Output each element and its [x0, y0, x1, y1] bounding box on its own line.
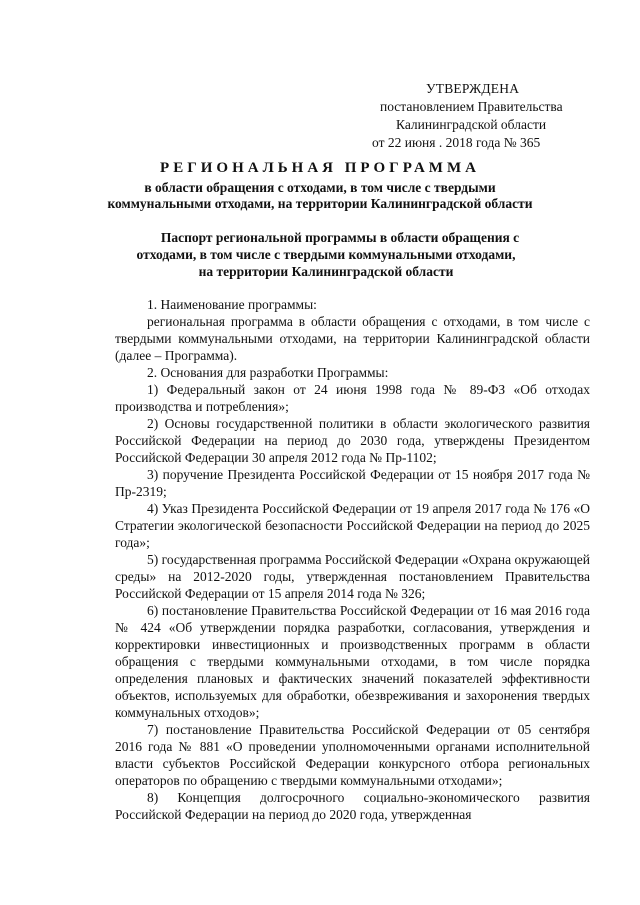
list-item: 7) постановление Правительства Российской Федерации от 05 сентября 2016 года № 881 «О проведении уполномоченными органами исполнительной власти субъектов Российской Федерации конкурсного отбора региональных операторов по обращению с твердыми коммунальными отходами»;: [115, 722, 590, 788]
list-item: 5) государственная программа Российской Федерации «Охрана окружающей среды» на 2012-2020 годы, утвержденная постановлением Правительства Российской Федерации от 15 апреля 2014 года № 326;: [115, 552, 590, 601]
program-heading: РЕГИОНАЛЬНАЯ ПРОГРАММА: [160, 160, 480, 176]
approval-line-date: от 22 июня . 2018 года № 365: [372, 135, 541, 150]
paragraph: региональная программа в области обращения с отходами, в том числе с твердыми коммунальными отходами, на территории Калининградской области (далее – Программа).: [115, 314, 590, 363]
list-item: 6) постановление Правительства Российской Федерации от 16 мая 2016 года № 424 «Об утверждении порядка разработки, согласования, утверждения и корректировки инвестиционных и производственных программ в области обращения с твердыми коммунальными отходами, в том числе порядка определения плановых и фактических значений показателей эффективности объектов, используемых для обработки, обезвреживания и захоронения твердых коммунальных отходов»;: [115, 603, 590, 720]
list-item: 1) Федеральный закон от 24 июня 1998 года № 89-ФЗ «Об отходах производства и потребления»;: [115, 382, 590, 414]
list-item: 8) Концепция долгосрочного социально-экономического развития Российской Федерации на период до 2020 года, утвержденная: [115, 790, 590, 822]
section-heading: 2. Основания для разработки Программы:: [147, 365, 389, 380]
program-subtitle-2: коммунальными отходами, на территории Калининградской области: [107, 196, 533, 211]
approval-line-region: Калининградской области: [396, 117, 547, 132]
section-heading: 1. Наименование программы:: [147, 297, 317, 312]
document-body: [115, 296, 590, 823]
passport-title-3: на территории Калининградской области: [198, 264, 454, 279]
list-item: 4) Указ Президента Российской Федерации от 19 апреля 2017 года № 176 «О Стратегии экологической безопасности Российской Федерации на период до 2025 года»;: [115, 501, 590, 550]
approval-title: УТВЕРЖДЕНА: [426, 81, 520, 96]
list-item: 3) поручение Президента Российской Федерации от 15 ноября 2017 года № Пр-2319;: [115, 467, 590, 499]
approval-line-decree: постановлением Правительства: [380, 99, 563, 114]
approval-stamp: [372, 80, 592, 152]
passport-title-1: Паспорт региональной программы в области обращения с: [160, 230, 520, 245]
passport-title-2: отходами, в том числе с твердыми коммунальными отходами,: [136, 247, 516, 262]
program-subtitle-1: в области обращения с отходами, в том числе с твердыми: [144, 180, 496, 195]
list-item: 2) Основы государственной политики в области экологического развития Российской Федерации на период до 2030 года, утверждены Президентом Российской Федерации 30 апреля 2012 года № Пр-1102;: [115, 416, 590, 465]
